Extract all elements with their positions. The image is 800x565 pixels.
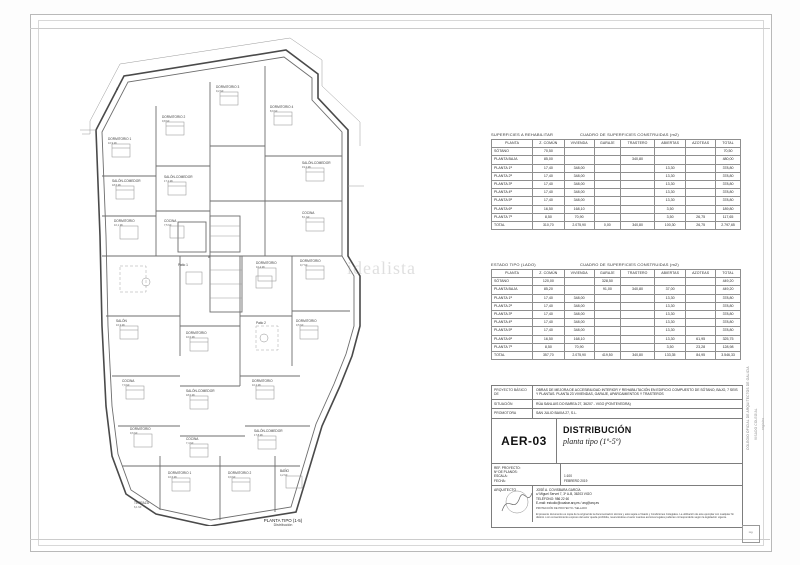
table-cell: 348,00	[564, 302, 594, 310]
table-cell	[620, 164, 654, 172]
table-cell: 70,90	[564, 213, 594, 221]
table-cell: 378,80	[716, 189, 741, 197]
table-cell	[620, 197, 654, 205]
svg-text:10,6 M²: 10,6 M²	[168, 476, 177, 479]
table-cell: 17,40	[533, 302, 565, 310]
svg-text:18,0 M²: 18,0 M²	[186, 394, 195, 397]
table-cell: 348,00	[564, 164, 594, 172]
table-cell	[594, 164, 620, 172]
svg-text:SALÓN-COMEDOR: SALÓN-COMEDOR	[254, 429, 283, 433]
frame-divider	[30, 539, 770, 540]
table-cell: 13,30	[655, 172, 686, 180]
svg-text:4,2 M²: 4,2 M²	[280, 474, 288, 477]
svg-text:17,2 M²: 17,2 M²	[164, 180, 173, 183]
svg-text:9,9 M²: 9,9 M²	[228, 476, 236, 479]
table-cell: 189,80	[716, 205, 741, 213]
table-cell: 378,80	[716, 294, 741, 302]
table-cell: PLANTA 1ª	[492, 294, 533, 302]
table-cell: 348,00	[564, 172, 594, 180]
svg-text:7,5 M²: 7,5 M²	[164, 224, 172, 227]
table-cell	[564, 156, 594, 164]
column-header: AZOTEAS	[686, 270, 716, 278]
table-cell	[686, 189, 716, 197]
table-cell	[620, 148, 654, 156]
table-cell: 378,80	[716, 327, 741, 335]
svg-text:10,4 M²: 10,4 M²	[256, 266, 265, 269]
svg-text:DORMITORIO: DORMITORIO	[252, 379, 273, 383]
table-cell: 348,00	[564, 197, 594, 205]
table-cell: 378,80	[716, 319, 741, 327]
label-escala: ESCALA:	[494, 474, 508, 479]
table-row	[492, 343, 741, 351]
table2-caption-left: ESTADO TIPO (LADO)	[491, 262, 536, 267]
table-cell	[594, 172, 620, 180]
table-row	[492, 189, 741, 197]
column-header: TRASTERO	[620, 140, 654, 148]
table-cell: 17,40	[533, 311, 565, 319]
column-header: TOTAL	[716, 140, 741, 148]
table-cell	[620, 327, 654, 335]
title-block-row-project	[492, 386, 742, 400]
table-row	[492, 335, 741, 343]
table-cell	[620, 319, 654, 327]
table-cell: 325,75	[716, 335, 741, 343]
table-cell	[594, 205, 620, 213]
table-cell	[620, 213, 654, 221]
stamp-line-1: COLEGIO OFICIAL DE ARQUITECTOS DE GALICIA	[746, 366, 750, 450]
table-cell	[620, 189, 654, 197]
table-cell: 13,30	[655, 197, 686, 205]
svg-text:DORMITORIO: DORMITORIO	[130, 427, 151, 431]
table-cell: 26,75	[686, 213, 716, 221]
table-cell: 328,50	[594, 278, 620, 286]
table-cell	[594, 302, 620, 310]
value-fecha: FEBRERO 2019	[564, 478, 588, 483]
table-cell	[594, 343, 620, 351]
table-cell	[686, 286, 716, 294]
column-header: AZOTEAS	[686, 140, 716, 148]
table-cell	[594, 294, 620, 302]
svg-text:DORMITORIO 3: DORMITORIO 3	[216, 85, 240, 89]
column-header: TRASTERO	[620, 270, 654, 278]
table-total-cell: 340,80	[620, 352, 654, 360]
table-cell	[594, 335, 620, 343]
table-row	[492, 156, 741, 164]
table-cell	[620, 302, 654, 310]
table1-caption-right: CUADRO DE SUPERFICIES CONSTRUIDAS (m2)	[580, 132, 679, 137]
table-cell: 17,40	[533, 319, 565, 327]
svg-text:DORMITORIO 1: DORMITORIO 1	[168, 471, 192, 475]
column-header: Z. COMÚN	[533, 270, 565, 278]
label-num-planos: Nº DE PLANOS:	[494, 470, 518, 474]
table-cell: 17,40	[533, 197, 565, 205]
svg-text:10,1 M²: 10,1 M²	[114, 224, 123, 227]
table-cell	[686, 294, 716, 302]
title-block-refs	[492, 464, 742, 486]
table-cell: 13,30	[655, 319, 686, 327]
table-cell	[620, 335, 654, 343]
table-cell: 16,50	[533, 205, 565, 213]
svg-text:DORMITORIO 2: DORMITORIO 2	[162, 115, 186, 119]
table-total-cell: 100,30	[655, 222, 686, 230]
table-total-cell: 26,75	[686, 222, 716, 230]
svg-text:DORMITORIO: DORMITORIO	[256, 261, 277, 265]
table-cell: 378,80	[716, 311, 741, 319]
table-cell: PLANTA 7ª	[492, 213, 533, 221]
table-cell: SÓTANO	[492, 148, 533, 156]
table1-caption-left: SUPERFICIES A REHABILITAR	[491, 132, 554, 137]
table-cell: 3,50	[655, 213, 686, 221]
table-row	[492, 319, 741, 327]
table-cell: 13,30	[655, 311, 686, 319]
drawing-title: DISTRIBUCIÓN	[563, 424, 632, 435]
plan-caption	[243, 518, 323, 527]
value-proyecto: OBRAS DE MEJORA DE ACCESIBILIDAD INTERIOR Y REHABILITACIÓN EN EDIFICIO COMPUESTO DE SÓTANO, BAJO, 7 SEIS Y PLANTAS. PLANTA 23 VIVIENDAS, GARAJE, APARCAMIENTOS Y TRASTEROS	[536, 388, 738, 397]
svg-text:SALÓN-COMEDOR: SALÓN-COMEDOR	[186, 389, 215, 393]
table-total-cell: 133,35	[655, 352, 686, 360]
table-cell	[594, 327, 620, 335]
surface-table-rehab	[491, 139, 741, 230]
surface-table-estado	[491, 269, 741, 360]
svg-text:8,9 M²: 8,9 M²	[270, 110, 278, 113]
table-row	[492, 181, 741, 189]
svg-text:SALÓN: SALÓN	[116, 319, 127, 323]
table-cell: 17,40	[533, 164, 565, 172]
table-cell: 85,00	[533, 156, 565, 164]
table-cell: 17,40	[533, 181, 565, 189]
svg-text:DORMITORIO: DORMITORIO	[300, 259, 321, 263]
svg-text:10,0 M²: 10,0 M²	[186, 336, 195, 339]
seal-logo-label: reg.	[748, 531, 754, 534]
svg-text:DORMITORIO: DORMITORIO	[296, 319, 317, 323]
table-cell: 13,30	[655, 164, 686, 172]
table-cell: 70,90	[564, 343, 594, 351]
table-cell: 17,40	[533, 327, 565, 335]
stamp-line-3: registro	[761, 417, 765, 430]
table-total-cell: 419,50	[594, 352, 620, 360]
table-cell: 348,00	[564, 327, 594, 335]
table-cell: 70,50	[716, 148, 741, 156]
svg-text:DORMITORIO: DORMITORIO	[114, 219, 135, 223]
table-cell	[686, 205, 716, 213]
table-cell	[620, 343, 654, 351]
table-cell: PLANTA 6ª	[492, 335, 533, 343]
svg-text:Patio 2: Patio 2	[256, 321, 266, 325]
svg-text:COCINA: COCINA	[122, 379, 135, 383]
svg-text:Patio 1: Patio 1	[178, 263, 188, 267]
svg-text:9,7 M²: 9,7 M²	[300, 264, 308, 267]
table-cell: 13,30	[655, 294, 686, 302]
svg-text:16,3 M²: 16,3 M²	[116, 324, 125, 327]
table-cell	[655, 148, 686, 156]
table-cell: 340,80	[620, 156, 654, 164]
table-cell	[564, 278, 594, 286]
svg-text:SALÓN-COMEDOR: SALÓN-COMEDOR	[164, 175, 193, 179]
label-promotora: PROMOTORA	[492, 409, 533, 417]
table-cell: 13,30	[655, 189, 686, 197]
table-row	[492, 294, 741, 302]
table-cell	[594, 197, 620, 205]
note-body: El presente documento es copia de la original de la documentación técnica y está sujeta a Visado y Condiciones Colegiales. La utilización de este ejemplar con cualquier fin distinto o sin consentimiento expreso del autor queda prohibida, reservándose el autor cuantas acciones legales pudieran corresponderle según la legislación vigente.	[536, 512, 734, 520]
table-total-cell: 84,95	[686, 352, 716, 360]
table-total-cell: TOTAL	[492, 222, 533, 230]
table-cell: 348,00	[564, 319, 594, 327]
svg-text:TERRAZA: TERRAZA	[134, 501, 149, 505]
table-cell: 117,65	[716, 213, 741, 221]
table-cell: 378,80	[716, 197, 741, 205]
table-cell: PLANTA 4ª	[492, 189, 533, 197]
table-total-cell: 2.075,90	[564, 352, 594, 360]
table-cell: PLANTA 3ª	[492, 311, 533, 319]
table-cell: 378,80	[716, 302, 741, 310]
table-cell: 17,40	[533, 294, 565, 302]
signature-mark	[500, 487, 534, 517]
table-total-cell: 2.797,65	[716, 222, 741, 230]
table-total-cell: 0,00	[594, 222, 620, 230]
table-cell: 348,00	[564, 189, 594, 197]
table-cell: 120,00	[533, 278, 565, 286]
table-cell: 13,30	[655, 181, 686, 189]
value-promotora: SAN JULIO BAIXA 27, S.L.	[536, 411, 577, 416]
svg-text:COCINA: COCINA	[302, 211, 315, 215]
table-cell	[686, 311, 716, 319]
table-cell: 128,98	[716, 343, 741, 351]
watermark: idealista	[347, 258, 416, 278]
table-cell: 378,80	[716, 181, 741, 189]
table-cell	[686, 172, 716, 180]
table-cell: 348,00	[564, 181, 594, 189]
table-cell: 168,10	[564, 335, 594, 343]
table-cell: PLANTA 5ª	[492, 327, 533, 335]
table-cell: 23,28	[686, 343, 716, 351]
table-cell: 17,40	[533, 189, 565, 197]
column-header: PLANTA	[492, 140, 533, 148]
table-cell: 61,95	[686, 335, 716, 343]
label-fecha: FECHA:	[494, 478, 506, 483]
table-cell	[594, 156, 620, 164]
table-total-cell: 340,80	[620, 222, 654, 230]
table-row	[492, 302, 741, 310]
table-cell: PLANTA BAJA	[492, 156, 533, 164]
table-cell: 3,50	[655, 205, 686, 213]
table-cell	[594, 181, 620, 189]
svg-text:6,1 M²: 6,1 M²	[134, 506, 142, 509]
label-arquitecto: ARQUITECTO	[492, 486, 533, 522]
table-cell: 70,50	[533, 148, 565, 156]
table-cell	[620, 205, 654, 213]
table-row	[492, 278, 741, 286]
label-situacion: SITUACIÓN	[492, 400, 533, 408]
table-header-row	[492, 270, 741, 278]
table-cell	[686, 164, 716, 172]
table-cell: PLANTA BAJA	[492, 286, 533, 294]
table-cell: 449,20	[716, 286, 741, 294]
svg-text:8,1 M²: 8,1 M²	[302, 216, 310, 219]
column-header: VIVIENDA	[564, 270, 594, 278]
table-cell: 17,40	[533, 172, 565, 180]
table-cell: 378,80	[716, 172, 741, 180]
table-cell: 91,00	[594, 286, 620, 294]
seal-logo	[742, 525, 760, 543]
table-cell: 340,80	[620, 286, 654, 294]
column-header: ABIERTAS	[655, 270, 686, 278]
table-cell: 378,80	[716, 164, 741, 172]
title-block-row-situacion	[492, 400, 742, 409]
table-cell	[620, 278, 654, 286]
table-cell: 3,50	[655, 343, 686, 351]
svg-text:DORMITORIO 4: DORMITORIO 4	[270, 105, 294, 109]
column-header: PLANTA	[492, 270, 533, 278]
table-cell: PLANTA 2ª	[492, 172, 533, 180]
floor-plan-drawing	[60, 26, 460, 526]
plan-caption-title: PLANTA TIPO (1-5)	[263, 518, 303, 523]
svg-text:A: A	[208, 255, 211, 259]
architect-address: c/ Miguel Servet 7, 3º A-B, 36203 VIGO	[536, 492, 592, 497]
svg-text:9,6 M²: 9,6 M²	[130, 432, 138, 435]
title-block-row-promotora	[492, 409, 742, 418]
table-row	[492, 164, 741, 172]
value-escala: 1:100	[564, 474, 572, 479]
svg-text:SALÓN-COMEDOR: SALÓN-COMEDOR	[112, 179, 141, 183]
table-row	[492, 311, 741, 319]
svg-text:18,6 M²: 18,6 M²	[112, 184, 121, 187]
column-header: Z. COMÚN	[533, 140, 565, 148]
svg-text:7,4 M²: 7,4 M²	[186, 442, 194, 445]
table-cell	[594, 213, 620, 221]
table-total-cell: 357,70	[533, 352, 565, 360]
table-cell	[686, 181, 716, 189]
table-total-row	[492, 352, 741, 360]
table-header-row	[492, 140, 741, 148]
table-cell: 13,30	[655, 327, 686, 335]
svg-text:9,2 M²: 9,2 M²	[216, 90, 224, 93]
value-situacion: RÚA SANLUIS DO BAREA 27, 36207 - VIGO (PONTEVEDRA)	[536, 401, 631, 406]
table-cell	[655, 278, 686, 286]
table-cell: 348,00	[564, 311, 594, 319]
table-cell	[594, 148, 620, 156]
table-cell	[594, 311, 620, 319]
table-total-cell: 310,70	[533, 222, 565, 230]
table-cell: PLANTA 2ª	[492, 302, 533, 310]
table-cell: 16,50	[533, 335, 565, 343]
plan-caption-sub: Distribución	[273, 523, 293, 527]
table-cell: 449,20	[716, 278, 741, 286]
table-row	[492, 197, 741, 205]
svg-text:7,9 M²: 7,9 M²	[122, 384, 130, 387]
table-cell: 8,50	[533, 213, 565, 221]
column-header: GARAJE	[594, 270, 620, 278]
table-cell	[594, 319, 620, 327]
label-ref-proyecto: REF. PROYECTO:	[494, 465, 521, 470]
column-header: GARAJE	[594, 140, 620, 148]
table-cell: PLANTA 1ª	[492, 164, 533, 172]
table-row	[492, 148, 741, 156]
visado-stamp-strip	[742, 300, 764, 460]
svg-text:9,5 M²: 9,5 M²	[296, 324, 304, 327]
stamp-line-2: VISADO COLEGIAL	[754, 408, 758, 440]
svg-text:10,2 M²: 10,2 M²	[252, 384, 261, 387]
table-row	[492, 205, 741, 213]
svg-text:9,8 M²: 9,8 M²	[162, 120, 170, 123]
table-cell	[594, 189, 620, 197]
table-cell: PLANTA 3ª	[492, 181, 533, 189]
table-total-cell: TOTAL	[492, 352, 533, 360]
table-cell: 168,10	[564, 205, 594, 213]
table-cell	[564, 148, 594, 156]
architect-phone: TELÉFONO: 986 22 60	[536, 496, 570, 501]
table-cell: 13,30	[655, 302, 686, 310]
column-header: TOTAL	[716, 270, 741, 278]
drawing-code: AER-03	[492, 419, 557, 463]
drawing-subtitle: planta tipo (1º-5º)	[563, 436, 621, 446]
title-block-main	[492, 419, 742, 464]
svg-text:DORMITORIO 1: DORMITORIO 1	[108, 137, 132, 141]
table-cell	[620, 172, 654, 180]
table-cell	[655, 156, 686, 164]
table-total-cell: 3.546,33	[716, 352, 741, 360]
label-proyecto: PROYECTO BÁSICO DE	[492, 386, 533, 399]
table2-caption-right: CUADRO DE SUPERFICIES CONSTRUIDAS (m2)	[580, 262, 679, 267]
table-cell	[686, 302, 716, 310]
architect-name: JOSÉ A. COVISBARA GARCÍA	[536, 487, 581, 492]
svg-text:17,8 M²: 17,8 M²	[254, 434, 263, 437]
table-cell	[620, 294, 654, 302]
table-cell	[620, 311, 654, 319]
table-cell	[686, 327, 716, 335]
table-cell: PLANTA 4ª	[492, 319, 533, 327]
table-cell: SÓTANO	[492, 278, 533, 286]
table-cell	[564, 286, 594, 294]
table-row	[492, 172, 741, 180]
svg-text:10,9 M²: 10,9 M²	[108, 142, 117, 145]
svg-text:COCINA: COCINA	[164, 219, 177, 223]
column-header: VIVIENDA	[564, 140, 594, 148]
table-cell: 348,00	[564, 294, 594, 302]
svg-text:DORMITORIO 2: DORMITORIO 2	[228, 471, 252, 475]
table-cell: 8,50	[533, 343, 565, 351]
table-total-cell: 2.075,90	[564, 222, 594, 230]
svg-text:COCINA: COCINA	[186, 437, 199, 441]
svg-text:SALÓN-COMEDOR: SALÓN-COMEDOR	[302, 161, 331, 165]
svg-text:19,2 M²: 19,2 M²	[302, 166, 311, 169]
column-header: ABIERTAS	[655, 140, 686, 148]
table-cell	[686, 148, 716, 156]
architect-mail: E-mail: estudio@coabar.arq.es / arq@arq.es	[536, 500, 599, 505]
table-cell	[686, 156, 716, 164]
table-cell	[686, 319, 716, 327]
table-cell	[620, 181, 654, 189]
table-total-row	[492, 222, 741, 230]
note-title: PROTECCIÓN DE PROYECTO / SELLADO	[536, 507, 587, 511]
table-cell	[686, 197, 716, 205]
table-cell: 85,20	[533, 286, 565, 294]
svg-text:A: A	[116, 87, 119, 91]
table-cell: 13,30	[655, 335, 686, 343]
table-cell: PLANTA 5ª	[492, 197, 533, 205]
svg-text:DORMITORIO: DORMITORIO	[186, 331, 207, 335]
table-row	[492, 327, 741, 335]
table-cell: PLANTA 7ª	[492, 343, 533, 351]
table-cell: PLANTA 6ª	[492, 205, 533, 213]
table-cell	[686, 278, 716, 286]
table-row	[492, 213, 741, 221]
table-row	[492, 286, 741, 294]
table-cell: 37,00	[655, 286, 686, 294]
svg-text:BAÑO: BAÑO	[280, 469, 290, 473]
table-cell: 480,00	[716, 156, 741, 164]
